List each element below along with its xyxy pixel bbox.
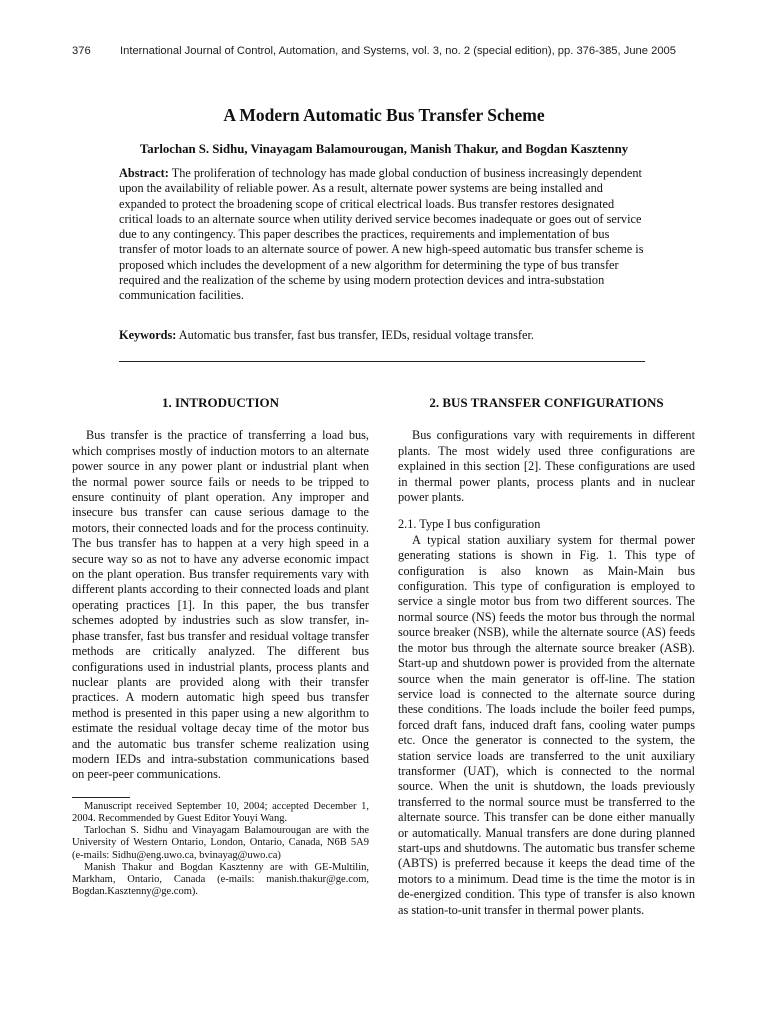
section-2-heading: 2. BUS TRANSFER CONFIGURATIONS [429,395,664,410]
journal-citation: International Journal of Control, Automation, and Systems, vol. 3, no. 2 (special edition), pp. 376-385, June 2005 [120,45,676,57]
subsection-2-1-paragraph: A typical station auxiliary system for thermal power generating stations is shown in Fig. 1. This type of configuration is also known as Main-Main bus configuration. This type of configuration is employed to service a single motor bus from two different sources. The normal source (NS) feeds the motor bus through the normal source breaker (NSB), while the alternate source (AS) feeds the motor bus through the alternate source breaker (ASB). Start-up and shutdown power is provided from the alternate source when the main generator is off-line. The station service load is connected to the alternate source during these conditions. The loads include the boiler feed pumps, forced draft fans, induced draft fans, cooling water pumps etc. Once the generator is connected to the system, the station service loads are transferred to the unit auxiliary transformer (UAT), which is connected to the normal source. When the unit is shutdown, the loads previously transferred to the normal source must be transferred to the alternate source. This transfer can be done either manually or automatically. Manual transfers are done during planned start-ups and shutdowns. The automatic bus transfer scheme (ABTS) is preferred because it keeps the dead time of the motors to a minimum. Dead time is the time the motor is in de-energized condition. This type of transfer is also known as station-to-unit transfer in thermal power plants. [398,532,695,917]
left-column [72,395,369,898]
abstract-divider [119,361,645,362]
footnote-divider [72,797,130,798]
abstract-label: Abstract: [119,166,169,180]
abstract-text: The proliferation of technology has made global conduction of business increasingly dependent upon the availability of reliable power. As a result, alternate power systems are being installed and expanded to protect the broadening scope of critical electrical loads. Bus transfer restores designated critical loads to an alternate source when utility derived service becomes inadequate or goes out of service due to any contingency. This paper describes the practices, requirements and implementation of bus transfer of motor loads to an alternate source of power. A new high-speed automatic bus transfer scheme is proposed which includes the development of a new algorithm for determining the type of bus transfer required and the realization of the scheme by using modern protection devices and intra-substation communication facilities. [119,166,644,303]
footnote-thakur-kasztenny: Manish Thakur and Bogdan Kasztenny are with GE-Multilin, Markham, Ontario, Canada (e-mails: manish.thakur@ge.com, Bogdan.Kasztenny@ge.com). [72,861,369,898]
section-2-paragraph: Bus configurations vary with requirements in different plants. The most widely used three configurations are explained in this section [2]. These configurations are used in thermal power plants, process plants and in nuclear power plants. [398,428,695,505]
keywords-text: Automatic bus transfer, fast bus transfer, IEDs, residual voltage transfer. [178,328,534,342]
subsection-2-1-heading: 2.1. Type I bus configuration [398,517,541,532]
footnote-sidhu-balamourougan: Tarlochan S. Sidhu and Vinayagam Balamourougan are with the University of Western Ontario, London, Ontario, Canada, N6B 5A9 (e-mails: Sidhu@eng.uwo.ca, bvinayag@uwo.ca) [72,825,369,861]
abstract [119,166,645,304]
section-1-heading: 1. INTRODUCTION [161,395,279,410]
page-number: 376 [72,45,91,57]
paper-title: A Modern Automatic Bus Transfer Scheme [223,105,545,125]
footnote-manuscript: Manuscript received September 10, 2004; accepted December 1, 2004. Recommended by Guest Editor Youyi Wang. [72,800,369,824]
section-1-paragraph: Bus transfer is the practice of transferring a load bus, which comprises mostly of induction motors to an alternate power source in any power plant or industrial plant when the normal power source fails or needs to be tripped to ensure continuity of plant operation. Any improper and insecure bus transfer can cause serious damage to the motors, their connected loads and for the process continuity. The bus transfer has to happen at a very high speed in a secure way so as not to have any adverse economic impact on the plant operation. Bus transfer requirements vary with different plants according to their connected loads and plant operating practices [1]. In this paper, the bus transfer schemes adopted by industries such as slow transfer, in-phase transfer, fast bus transfer and residual voltage transfer methods are critically analyzed. The different bus configurations used in industrial plants, process plants and nuclear plants are provided along with their transfer practices. A modern automatic high speed bus transfer method is presented in this paper using a new algorithm to estimate the residual voltage decay time of the motor bus and the automatic bus transfer scheme realization using modern IEDs and intra-substation communications based on peer-peer communications. [72,428,369,782]
right-column [398,395,695,918]
keywords-label: Keywords: [119,328,177,342]
keywords [119,328,645,343]
author-list: Tarlochan S. Sidhu, Vinayagam Balamourougan, Manish Thakur, and Bogdan Kasztenny [139,142,629,156]
